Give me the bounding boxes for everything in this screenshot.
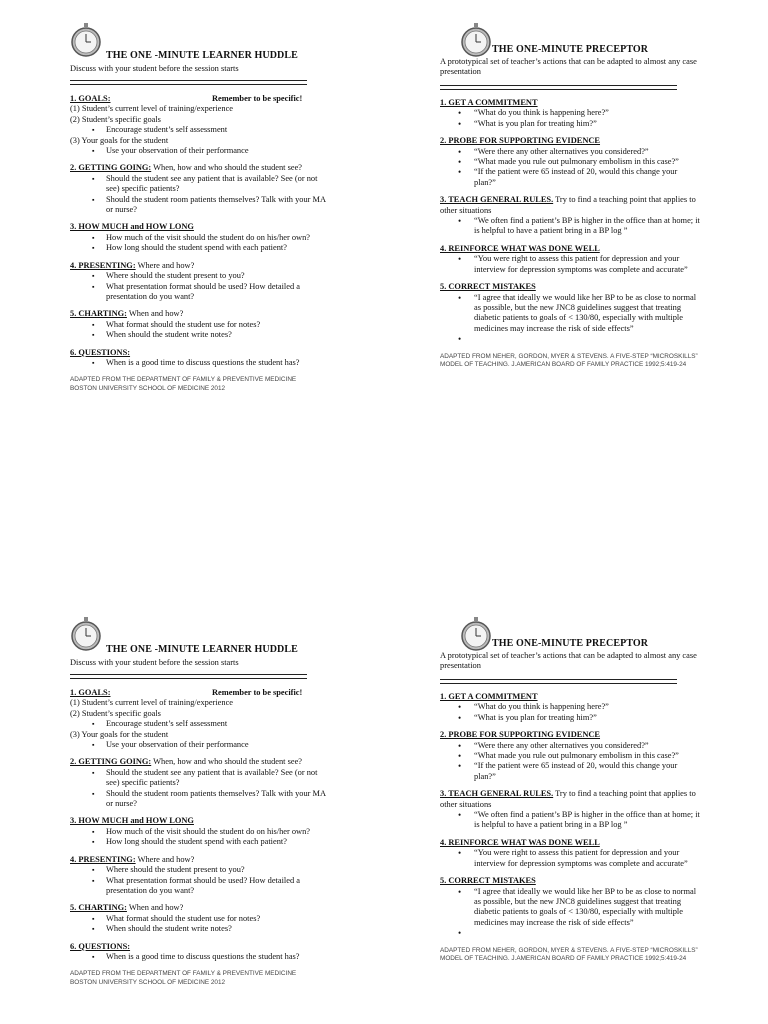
list-item: ▪ Should the student see any patient that is available? See (or not see) specific patients? — [70, 768, 330, 789]
footer-line: BOSTON UNIVERSITY SCHOOL OF MEDICINE 2012 — [70, 384, 226, 392]
list-item: • “What is you plan for treating him?” — [440, 119, 700, 129]
list-item: ▪ Where should the student present to you? — [70, 271, 330, 281]
goal-line: (1) Student’s current level of training/experience — [70, 104, 234, 114]
card-title: THE ONE -MINUTE LEARNER HUDDLE — [106, 644, 298, 655]
section-text: When, how and who should the student see? — [151, 163, 303, 173]
list-item: ▪ How long should the student spend with each patient? — [70, 243, 330, 253]
list-item: ▪ Encourage student’s self assessment — [70, 719, 330, 729]
section-questions — [70, 942, 330, 963]
list-item: ▪ Should the student room patients themselves? Talk with your MA or nurse? — [70, 789, 330, 810]
reminder-text: Remember to be specific! — [212, 688, 303, 697]
card-title: THE ONE-MINUTE PRECEPTOR — [492, 44, 649, 55]
section-heading: 2. GETTING GOING: — [70, 163, 152, 173]
list-item: ▪ Should the student room patients themselves? Talk with your MA or nurse? — [70, 195, 330, 216]
stopwatch-icon — [68, 616, 104, 652]
list-item: • “If the patient were 65 instead of 20, would this change your plan?” — [440, 761, 700, 782]
section-heading: 3. HOW MUCH and HOW LONG — [70, 222, 194, 232]
section-charting — [70, 309, 330, 340]
card-subtitle: Discuss with your student before the session starts — [70, 658, 239, 667]
card-subtitle: Discuss with your student before the session starts — [70, 64, 239, 73]
section-how-much — [70, 222, 330, 253]
section-probe — [440, 730, 700, 782]
section-general-rules — [440, 789, 700, 831]
section-heading: 1. GET A COMMITMENT — [440, 692, 538, 701]
stopwatch-icon — [458, 616, 494, 652]
section-heading: 4. REINFORCE WHAT WAS DONE WELL — [440, 837, 600, 847]
goal-line: (1) Student’s current level of training/experience — [70, 698, 234, 708]
goal-line: (3) Your goals for the student — [70, 135, 169, 145]
section-text: When and how? — [126, 309, 184, 319]
list-item: ▪ How long should the student spend with each patient? — [70, 837, 330, 847]
section-commitment — [440, 98, 700, 129]
section-heading: 3. HOW MUCH and HOW LONG — [70, 816, 194, 826]
section-heading: 5. CHARTING: — [70, 903, 127, 913]
double-rule — [70, 80, 307, 85]
footer-credit — [70, 970, 330, 987]
card-subtitle: A prototypical set of teacher’s actions that can be adapted to almost any case presentation — [440, 57, 697, 77]
section-heading: 3. TEACH GENERAL RULES. — [440, 195, 554, 205]
section-probe — [440, 136, 700, 188]
list-item: • “I agree that ideally we would like her BP to be as close to normal as possible, but the new JNC8 guidelines suggest that treating diabetic patients to goals of < 130/80, especially with multiple medicines may increase the risk of side effects” — [440, 293, 700, 335]
section-mistakes — [440, 876, 700, 938]
goal-line: (2) Student’s specific goals — [70, 708, 161, 718]
section-commitment — [440, 692, 700, 723]
section-getting-going — [70, 163, 330, 215]
list-item: • “We often find a patient’s BP is higher in the office than at home; it is helpful to have a patient bring in a BP log ” — [440, 216, 700, 237]
double-rule — [440, 679, 677, 684]
card-subtitle: A prototypical set of teacher’s actions that can be adapted to almost any case presentation — [440, 651, 697, 671]
section-text: Try to find a teaching point that applies to other situations — [440, 789, 696, 809]
section-text: Try to find a teaching point that applies to other situations — [440, 195, 696, 215]
list-item — [440, 928, 700, 938]
footer-line: ADAPTED FROM THE DEPARTMENT OF FAMILY & PREVENTIVE MEDICINE — [70, 376, 297, 384]
list-item: • “Were there any other alternatives you considered?” — [440, 741, 700, 751]
section-presenting — [70, 261, 330, 303]
footer-line: ADAPTED FROM THE DEPARTMENT OF FAMILY & PREVENTIVE MEDICINE — [70, 970, 297, 978]
list-item: ▪ Encourage student’s self assessment — [70, 125, 330, 135]
section-getting-going — [70, 757, 330, 809]
list-item: • “What is you plan for treating him?” — [440, 713, 700, 723]
section-heading: 2. PROBE FOR SUPPORTING EVIDENCE — [440, 136, 601, 146]
list-item: ▪ Where should the student present to you? — [70, 865, 330, 875]
list-item: • “You were right to assess this patient for depression and your interview for depression symptoms was complete and accurate” — [440, 848, 700, 869]
section-heading: 1. GET A COMMITMENT — [440, 98, 538, 107]
footer-credit — [70, 376, 330, 393]
section-how-much — [70, 816, 330, 847]
list-item: ▪ Use your observation of their performance — [70, 146, 330, 156]
section-heading: 6. QUESTIONS: — [70, 941, 131, 951]
list-item: ▪ When should the student write notes? — [70, 924, 330, 934]
section-text: When, how and who should the student see? — [151, 757, 303, 767]
section-goals — [70, 688, 330, 750]
double-rule — [70, 674, 307, 679]
section-heading: 3. TEACH GENERAL RULES. — [440, 789, 554, 799]
reminder-text: Remember to be specific! — [212, 94, 303, 103]
list-item: ▪ When should the student write notes? — [70, 330, 330, 340]
goal-line: (2) Student’s specific goals — [70, 114, 161, 124]
section-text: Where and how? — [135, 854, 195, 864]
section-heading: 2. PROBE FOR SUPPORTING EVIDENCE — [440, 730, 601, 740]
stopwatch-icon — [458, 22, 494, 58]
list-item: • “You were right to assess this patient for depression and your interview for depression symptoms was complete and accurate” — [440, 254, 700, 275]
list-item: ▪ What presentation format should be used? How detailed a presentation do you want? — [70, 876, 330, 897]
section-heading: 4. PRESENTING: — [70, 260, 136, 270]
card-title: THE ONE -MINUTE LEARNER HUDDLE — [106, 50, 298, 61]
section-mistakes — [440, 282, 700, 344]
list-item: • “What do you think is happening here?” — [440, 108, 700, 118]
section-reinforce — [440, 244, 700, 275]
list-item: • “I agree that ideally we would like her BP to be as close to normal as possible, but the new JNC8 guidelines suggest that treating diabetic patients to goals of < 130/80, especially with multiple medicines may increase the risk of side effects” — [440, 887, 700, 929]
footer-line: BOSTON UNIVERSITY SCHOOL OF MEDICINE 2012 — [70, 978, 226, 986]
list-item: ▪ What presentation format should be used? How detailed a presentation do you want? — [70, 282, 330, 303]
section-heading: 5. CORRECT MISTAKES — [440, 282, 536, 292]
list-item: • “What made you rule out pulmonary embolism in this case?” — [440, 157, 700, 167]
section-heading: 4. REINFORCE WHAT WAS DONE WELL — [440, 243, 600, 253]
list-item: ▪ When is a good time to discuss questions the student has? — [70, 358, 330, 368]
list-item: ▪ Should the student see any patient that is available? See (or not see) specific patients? — [70, 174, 330, 195]
footer-credit: ADAPTED FROM NEHER, GORDON, MYER & STEVENS. A FIVE-STEP “MICROSKILLS” MODEL OF TEACHING. J.AMERICAN BOARD OF FAMILY PRACTICE 1992;5:419-24 — [440, 352, 698, 368]
section-heading: 1. GOALS: — [70, 94, 111, 103]
list-item: ▪ How much of the visit should the student do on his/her own? — [70, 827, 330, 837]
list-item: • “If the patient were 65 instead of 20, would this change your plan?” — [440, 167, 700, 188]
list-item: ▪ Use your observation of their performance — [70, 740, 330, 750]
section-questions — [70, 348, 330, 369]
section-charting — [70, 903, 330, 934]
section-goals — [70, 94, 330, 156]
list-item: ▪ How much of the visit should the student do on his/her own? — [70, 233, 330, 243]
list-item: • “Were there any other alternatives you considered?” — [440, 147, 700, 157]
section-heading: 1. GOALS: — [70, 688, 111, 697]
section-heading: 5. CHARTING: — [70, 309, 127, 319]
section-presenting — [70, 855, 330, 897]
list-item: • “We often find a patient’s BP is higher in the office than at home; it is helpful to have a patient bring in a BP log ” — [440, 810, 700, 831]
section-text: Where and how? — [135, 260, 195, 270]
list-item: • “What do you think is happening here?” — [440, 702, 700, 712]
section-reinforce — [440, 838, 700, 869]
section-heading: 6. QUESTIONS: — [70, 347, 131, 357]
list-item — [440, 334, 700, 344]
list-item: ▪ What format should the student use for notes? — [70, 320, 330, 330]
section-heading: 5. CORRECT MISTAKES — [440, 876, 536, 886]
section-heading: 4. PRESENTING: — [70, 854, 136, 864]
goal-line: (3) Your goals for the student — [70, 729, 169, 739]
list-item: • “What made you rule out pulmonary embolism in this case?” — [440, 751, 700, 761]
footer-credit: ADAPTED FROM NEHER, GORDON, MYER & STEVENS. A FIVE-STEP “MICROSKILLS” MODEL OF TEACHING. J.AMERICAN BOARD OF FAMILY PRACTICE 1992;5:419-24 — [440, 946, 698, 962]
stopwatch-icon — [68, 22, 104, 58]
list-item: ▪ What format should the student use for notes? — [70, 914, 330, 924]
card-title: THE ONE-MINUTE PRECEPTOR — [492, 638, 649, 649]
double-rule — [440, 85, 677, 90]
section-general-rules — [440, 195, 700, 237]
section-heading: 2. GETTING GOING: — [70, 757, 152, 767]
section-text: When and how? — [126, 903, 184, 913]
list-item: ▪ When is a good time to discuss questions the student has? — [70, 952, 330, 962]
